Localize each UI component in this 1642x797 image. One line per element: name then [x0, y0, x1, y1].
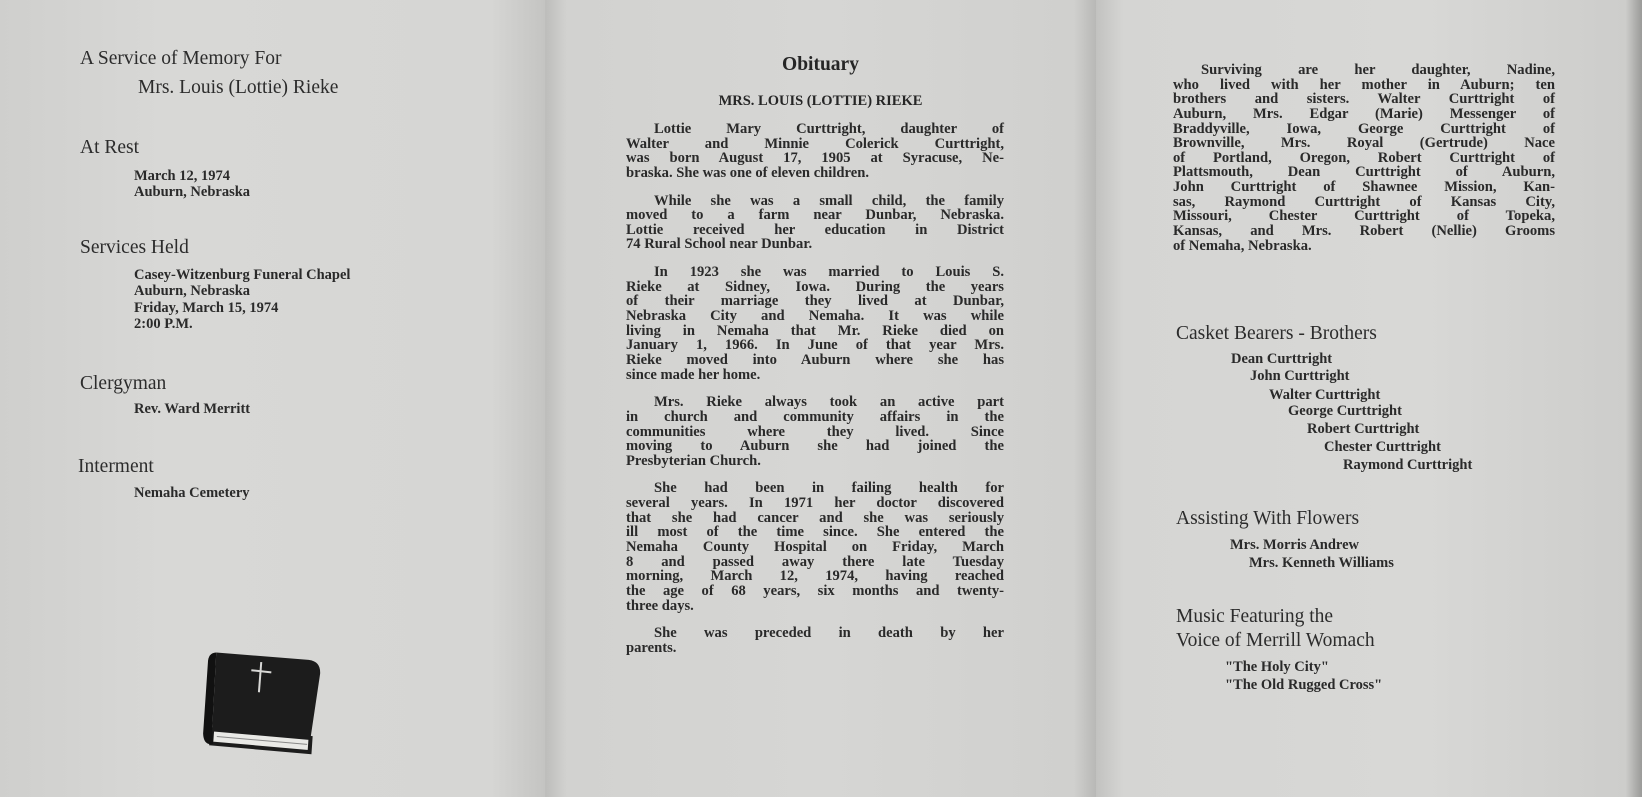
- survivors-paragraph: [1173, 63, 1555, 266]
- text-line: three days.: [626, 597, 694, 614]
- paragraph: [626, 265, 1004, 382]
- at-rest-heading: At Rest: [80, 137, 140, 158]
- bearer-name: George Curttright: [1288, 403, 1402, 419]
- text-line: Nebraska City and Nemaha. It was while: [626, 308, 1004, 325]
- text-line: sas, Raymond Curttright of Kansas City,: [1173, 193, 1555, 210]
- at-rest-date: March 12, 1974: [134, 168, 230, 184]
- clergyman-heading: Clergyman: [80, 373, 167, 394]
- bearer-name: Robert Curttright: [1307, 421, 1420, 437]
- text-line: the age of 68 years, six months and twenty-: [626, 582, 1004, 599]
- text-line: Kansas, and Mrs. Robert (Nellie) Grooms: [1173, 223, 1555, 240]
- text-line: Missouri, Chester Curttright of Topeka,: [1173, 208, 1555, 225]
- paragraph: [626, 194, 1004, 253]
- text-line: communities where they lived. Since: [626, 423, 1004, 440]
- flowers-heading: Assisting With Flowers: [1176, 508, 1360, 529]
- services-date: Friday, March 15, 1974: [134, 300, 279, 316]
- flowers-name: Mrs. Morris Andrew: [1230, 537, 1359, 553]
- paragraph: [626, 122, 1004, 181]
- services-city: Auburn, Nebraska: [134, 283, 251, 299]
- middle-panel: [545, 0, 1096, 797]
- bearer-name: Raymond Curttright: [1343, 457, 1473, 473]
- music-heading-line2: Voice of Merrill Womach: [1176, 630, 1375, 651]
- text-line: living in Nemaha that Mr. Rieke died on: [626, 322, 1004, 339]
- services-heading: Services Held: [80, 237, 189, 258]
- song-title: "The Old Rugged Cross": [1225, 677, 1383, 693]
- text-line: Plattsmouth, Dean Curttright of Auburn,: [1173, 164, 1555, 181]
- text-line: Braddyville, Iowa, George Curttright of: [1173, 120, 1555, 137]
- left-panel: [0, 0, 545, 797]
- paragraph: [626, 481, 1004, 613]
- text-line: of Portland, Oregon, Robert Curttright of: [1173, 149, 1555, 166]
- text-line: Surviving are her daughter, Nadine,: [1201, 62, 1555, 78]
- bearer-name: Walter Curttright: [1269, 387, 1381, 403]
- text-line: In 1923 she was married to Louis S.: [654, 264, 1004, 281]
- text-line: She was preceded in death by her: [654, 625, 1004, 642]
- at-rest-place: Auburn, Nebraska: [134, 184, 251, 200]
- text-line: 74 Rural School near Dunbar.: [626, 236, 813, 253]
- text-line: Walter and Minnie Colerick Curttright,: [626, 135, 1004, 152]
- text-line: braska. She was one of eleven children.: [626, 164, 869, 181]
- clergyman-name: Rev. Ward Merritt: [134, 401, 251, 417]
- text-line: Presbyterian Church.: [626, 452, 761, 469]
- obituary-title: Obituary: [782, 54, 859, 75]
- interment-heading: Interment: [78, 456, 154, 477]
- text-line: in church and community affairs in the: [626, 408, 1004, 425]
- bearer-name: Dean Curttright: [1231, 351, 1333, 367]
- text-line: of their marriage they lived at Dunbar,: [626, 293, 1004, 310]
- paragraph: [626, 395, 1004, 468]
- text-line: moving to Auburn she had joined the: [626, 438, 1004, 455]
- text-line: was born August 17, 1905 at Syracuse, Ne-: [626, 150, 1004, 167]
- text-line: Lottie Mary Curttright, daughter of: [654, 121, 1004, 137]
- services-chapel: Casey-Witzenburg Funeral Chapel: [134, 267, 351, 283]
- text-line: Auburn, Mrs. Edgar (Marie) Messenger of: [1173, 105, 1555, 122]
- text-line: morning, March 12, 1974, having reached: [626, 568, 1004, 585]
- text-line: brothers and sisters. Walter Curttright of: [1173, 91, 1555, 108]
- interment-place: Nemaha Cemetery: [134, 485, 250, 501]
- text-line: moved to a farm near Dunbar, Nebraska.: [626, 207, 1004, 224]
- text-line: January 1, 1966. In June of that year Mrs.: [626, 337, 1004, 354]
- text-line: While she was a small child, the family: [654, 192, 1004, 209]
- text-line: Brownville, Mrs. Royal (Gertrude) Nace: [1173, 135, 1555, 152]
- text-line: Nemaha County Hospital on Friday, March: [626, 539, 1004, 556]
- services-time: 2:00 P.M.: [134, 316, 193, 332]
- text-line: parents.: [626, 639, 677, 656]
- paragraph: [1173, 63, 1555, 253]
- music-heading-line1: Music Featuring the: [1176, 606, 1334, 627]
- bearer-name: Chester Curttright: [1324, 439, 1441, 455]
- right-panel: [1096, 0, 1642, 797]
- obituary-subtitle: MRS. LOUIS (LOTTIE) RIEKE: [718, 93, 923, 109]
- paragraph: [626, 626, 1004, 655]
- bible-icon: [190, 635, 335, 760]
- bearer-name: John Curttright: [1250, 368, 1350, 384]
- text-line: She had been in failing health for: [654, 480, 1004, 497]
- casket-bearers-heading: Casket Bearers - Brothers: [1176, 323, 1377, 344]
- obituary-body: [626, 122, 1004, 669]
- text-line: since made her home.: [626, 366, 761, 383]
- song-title: "The Holy City": [1225, 659, 1329, 675]
- deceased-name: Mrs. Louis (Lottie) Rieke: [138, 77, 339, 98]
- text-line: who lived with her mother in Auburn; ten: [1173, 76, 1555, 93]
- text-line: that she had cancer and she was seriously: [626, 509, 1004, 526]
- text-line: Mrs. Rieke always took an active part: [654, 394, 1004, 411]
- text-line: Lottie received her education in District: [626, 221, 1004, 238]
- text-line: 8 and passed away there late Tuesday: [626, 553, 1004, 570]
- flowers-name: Mrs. Kenneth Williams: [1249, 555, 1394, 571]
- text-line: John Curttright of Shawnee Mission, Kan-: [1173, 179, 1555, 196]
- text-line: several years. In 1971 her doctor discovered: [626, 495, 1004, 512]
- text-line: Rieke moved into Auburn where she has: [626, 351, 1004, 368]
- text-line: of Nemaha, Nebraska.: [1173, 237, 1312, 254]
- text-line: ill most of the time since. She entered the: [626, 524, 1004, 541]
- service-title: A Service of Memory For: [80, 48, 282, 69]
- text-line: Rieke at Sidney, Iowa. During the years: [626, 278, 1004, 295]
